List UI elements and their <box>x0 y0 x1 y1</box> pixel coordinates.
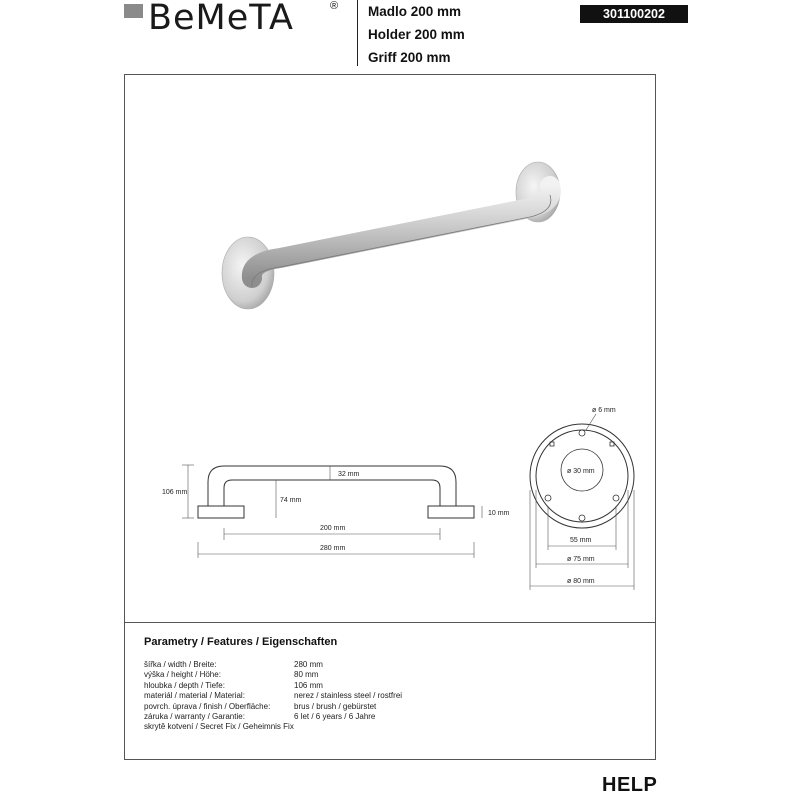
dim-106: 106 mm <box>162 489 188 496</box>
param-row <box>144 670 402 680</box>
dim-inner: ø 30 mm <box>567 468 595 475</box>
title-de: Griff 200 mm <box>368 50 451 65</box>
param-value: 280 mm <box>294 660 323 669</box>
param-label: výška / height / Höhe: <box>144 670 221 680</box>
dim-200: 200 mm <box>320 525 346 532</box>
section-divider <box>124 622 656 623</box>
param-label: skrytě kotvení / Secret Fix / Geheimnis Fix <box>144 722 294 732</box>
param-value: 80 mm <box>294 670 319 680</box>
dim-screw: ø 6 mm <box>592 407 616 414</box>
series-name: HELP <box>602 774 658 796</box>
param-row <box>144 702 402 712</box>
dim-280: 280 mm <box>320 545 346 552</box>
side-drawing <box>160 450 530 560</box>
product-photo <box>210 150 580 320</box>
logo-mark <box>124 4 143 18</box>
param-value: nerez / stainless steel / rostfrei <box>294 691 403 701</box>
title-cz: Madlo 200 mm <box>368 4 462 19</box>
dim-outer: ø 80 mm <box>567 578 595 585</box>
dim-spacing: 55 mm <box>570 537 592 544</box>
param-row <box>144 722 402 732</box>
param-value: 106 mm <box>294 680 323 690</box>
dim-10: 10 mm <box>488 510 510 517</box>
registered-mark: ® <box>330 0 339 12</box>
product-code: 301100202 <box>580 5 688 23</box>
param-row <box>144 712 402 722</box>
param-value: 6 let / 6 years / 6 Jahre <box>294 712 376 722</box>
dim-mid: ø 75 mm <box>567 556 595 563</box>
param-label: materiál / material / Material: <box>144 691 245 701</box>
header-divider <box>357 0 358 66</box>
brand-logo: BeMeTA <box>148 0 294 38</box>
param-row <box>144 691 402 701</box>
param-label: šířka / width / Breite: <box>144 660 217 669</box>
parameters-title: Parametry / Features / Eigenschaften <box>144 636 338 648</box>
dim-74: 74 mm <box>280 497 302 504</box>
param-label: povrch. úprava / finish / Oberfläche: <box>144 701 271 711</box>
param-label: záruka / warranty / Garantie: <box>144 712 245 722</box>
param-label: hloubka / depth / Tiefe: <box>144 680 225 690</box>
title-en: Holder 200 mm <box>368 27 465 42</box>
param-row <box>144 681 402 691</box>
dim-32: 32 mm <box>338 471 360 478</box>
parameters-table <box>144 660 402 733</box>
rosette-drawing <box>520 400 660 600</box>
param-value: brus / brush / gebürstet <box>294 701 377 711</box>
product-titles <box>368 0 465 69</box>
param-row <box>144 660 402 670</box>
